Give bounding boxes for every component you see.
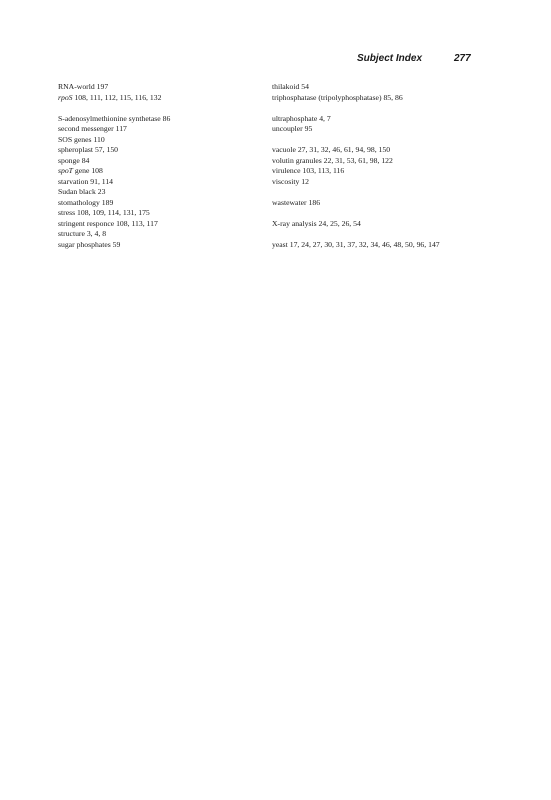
index-term: RNA-world xyxy=(58,82,95,91)
index-page-refs: 12 xyxy=(299,176,309,186)
index-page-refs: 86 xyxy=(160,113,171,123)
index-term: SOS genes xyxy=(58,134,92,144)
index-entry xyxy=(58,187,253,198)
index-page-refs: 108 xyxy=(89,166,103,175)
index-term: structure xyxy=(58,229,85,238)
index-entry xyxy=(58,219,253,230)
index-entry xyxy=(58,177,253,188)
index-page-refs: 85, 86 xyxy=(381,92,403,102)
index-term: S-adenosylmethionine synthetase xyxy=(58,113,161,123)
index-term: sponge xyxy=(58,155,80,165)
index-page-refs: 57, 150 xyxy=(93,145,118,154)
index-entry xyxy=(58,114,253,125)
index-term: triphosphatase (tripolyphosphatase) xyxy=(272,92,382,102)
index-entry xyxy=(272,124,512,135)
index-page-refs: 59 xyxy=(110,239,121,249)
index-page-refs: 103, 113, 116 xyxy=(300,166,345,175)
index-entry xyxy=(58,93,253,104)
entry-group-gap xyxy=(58,103,253,114)
index-entry xyxy=(58,82,253,93)
index-term: sugar phosphates xyxy=(58,239,111,249)
running-head-title: Subject Index xyxy=(357,53,423,64)
index-page-refs: 17, 24, 27, 30, 31, 37, 32, 34, 46, 48, 50, 96, 147 xyxy=(287,239,440,249)
index-term: starvation xyxy=(58,176,89,186)
index-entry xyxy=(58,166,253,177)
index-page-refs: 108, 109, 114, 131, 175 xyxy=(75,208,150,217)
index-term: vacuole xyxy=(272,145,296,154)
index-page-refs: 24, 25, 26, 54 xyxy=(316,218,361,228)
entry-group-gap xyxy=(272,208,512,219)
index-page-refs: 84 xyxy=(79,155,90,165)
index-entry xyxy=(272,240,512,251)
entry-group-gap xyxy=(272,135,512,146)
index-page-refs: 108, 113, 117 xyxy=(114,218,158,228)
index-entry xyxy=(58,240,253,251)
index-term-italic: rpoS xyxy=(58,92,73,102)
entry-group-gap xyxy=(272,103,512,114)
index-page-refs: 110 xyxy=(91,134,105,144)
index-entry xyxy=(58,156,253,167)
index-term: Sudan black xyxy=(58,187,96,196)
index-entry xyxy=(58,229,253,240)
index-page-refs: 3, 4, 8 xyxy=(84,229,107,238)
index-term: stringent responce xyxy=(58,218,115,228)
index-entry xyxy=(272,166,512,177)
index-page-refs: 197 xyxy=(94,82,109,91)
running-head xyxy=(0,53,551,67)
index-entry xyxy=(58,198,253,209)
index-entry xyxy=(272,198,512,209)
index-term: virulence xyxy=(272,166,301,175)
index-page-refs: 27, 31, 32, 46, 61, 94, 98, 150 xyxy=(295,145,391,154)
index-term: wastewater xyxy=(272,197,307,207)
index-term: spheroplast xyxy=(58,145,94,154)
index-entry xyxy=(272,93,512,104)
index-term: viscosity xyxy=(272,176,300,186)
index-entry xyxy=(58,145,253,156)
page-number: 277 xyxy=(454,53,471,64)
index-page-refs: 54 xyxy=(299,82,309,91)
index-page-refs: 189 xyxy=(99,197,114,207)
index-term: second messenger xyxy=(58,124,114,133)
index-term-italic: spoT xyxy=(58,166,73,175)
index-term: X-ray analysis xyxy=(272,218,317,228)
index-column-right xyxy=(272,82,512,250)
index-column-left xyxy=(58,82,253,250)
index-term: thilakoid xyxy=(272,82,300,91)
index-page-refs: 91, 114 xyxy=(88,176,114,186)
index-page-refs: 186 xyxy=(306,197,321,207)
index-term: yeast xyxy=(272,239,288,249)
index-term: uncoupler xyxy=(272,124,303,133)
index-page-refs: 108, 111, 112, 115, 116, 132 xyxy=(72,92,162,102)
entry-group-gap xyxy=(272,187,512,198)
index-page-refs: 95 xyxy=(302,124,313,133)
index-term: ultraphosphate xyxy=(272,113,318,123)
index-entry xyxy=(272,145,512,156)
index-entry xyxy=(58,208,253,219)
index-entry xyxy=(272,114,512,125)
index-entry xyxy=(58,124,253,135)
index-term: volutin granules xyxy=(272,155,322,165)
index-page-refs: 117 xyxy=(113,124,127,133)
index-page-refs: 4, 7 xyxy=(317,113,331,123)
index-term: stomathology xyxy=(58,197,100,207)
index-entry xyxy=(272,156,512,167)
index-term: stress xyxy=(58,208,76,217)
index-term: gene xyxy=(72,166,90,175)
index-entry xyxy=(272,219,512,230)
index-entry xyxy=(272,177,512,188)
index-entry xyxy=(58,135,253,146)
index-entry xyxy=(272,82,512,93)
index-page-refs: 23 xyxy=(95,187,106,196)
entry-group-gap xyxy=(272,229,512,240)
index-page-refs: 22, 31, 53, 61, 98, 122 xyxy=(321,155,393,165)
